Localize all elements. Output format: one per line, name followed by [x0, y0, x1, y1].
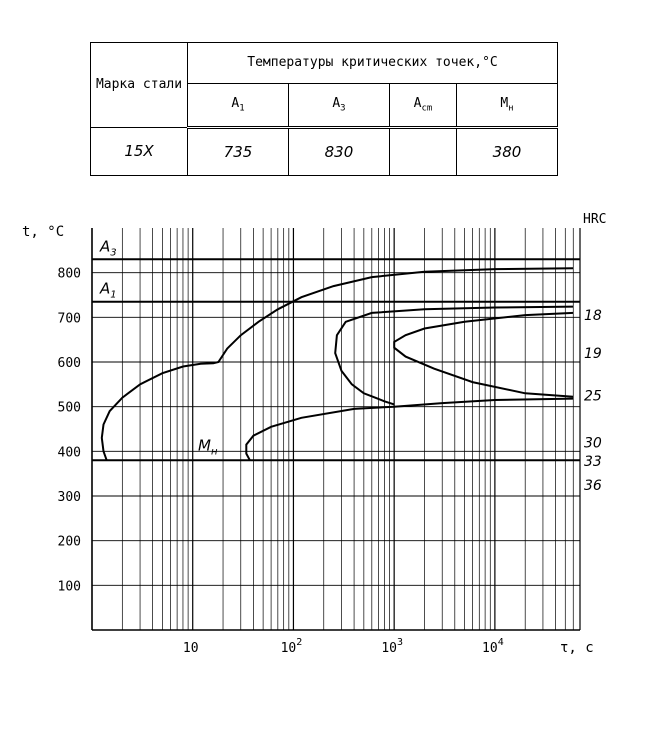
hardness-label: 18: [584, 308, 602, 325]
hardness-label: 30: [584, 435, 602, 452]
x-tick-label: 10: [182, 641, 199, 656]
critical-temperatures-title: Температуры критических точек,: [247, 55, 483, 71]
y-tick-label: 800: [57, 266, 81, 282]
hrc-label: HRC: [583, 212, 607, 227]
reference-line-label: $A_1$: [100, 279, 117, 301]
hardness-label: 33: [584, 454, 602, 471]
mn-value: 380: [456, 127, 557, 175]
y-tick-label: 400: [57, 445, 81, 461]
chart-axes: [92, 228, 580, 630]
curve-upper-start: [102, 268, 574, 460]
x-tick-exponent: 3: [396, 637, 404, 648]
reference-line-subscript: 1: [110, 289, 117, 301]
x-axis-label: τ, с: [560, 640, 594, 656]
curve-upper-finish-2: [394, 313, 573, 397]
y-axis-label: t, °C: [22, 224, 65, 240]
hardness-label: 36: [584, 477, 602, 494]
curve-upper-finish: [335, 307, 573, 405]
critical-temperatures-unit: °C: [482, 55, 498, 71]
x-tick-exponent: 2: [296, 637, 303, 648]
point-a3-header: $A_3$: [288, 83, 389, 127]
x-tick-label: $10^2$: [280, 637, 303, 656]
hardness-label: 19: [584, 346, 602, 363]
x-tick-exponent: 4: [497, 637, 504, 648]
x-tick-label: $10^4$: [482, 637, 504, 656]
x-tick-label: $10^3$: [381, 637, 404, 656]
point-acm-header: $A_{cm}$: [389, 83, 456, 127]
chart-grid: [92, 228, 580, 630]
reference-line-subscript: 3: [110, 247, 117, 259]
reference-line-label: $A_3$: [100, 237, 117, 259]
y-tick-label: 300: [57, 490, 81, 505]
transformation-curves: [102, 268, 574, 460]
a1-value: 735: [188, 127, 289, 175]
point-a1-header: $A_1$: [188, 83, 289, 127]
y-tick-label: 100: [57, 579, 81, 595]
a3-value: 830: [288, 127, 389, 175]
reference-line-subscript: н: [210, 446, 218, 458]
reference-lines: [92, 259, 580, 460]
hardness-label: 25: [584, 388, 602, 405]
reference-line-label: $M_н$: [198, 436, 218, 458]
y-tick-label: 500: [57, 400, 81, 416]
steel-grade-value: 15X: [91, 127, 188, 175]
y-tick-label: 600: [57, 356, 81, 371]
point-mn-header: $M_н$: [456, 83, 557, 127]
chart-labels: [22, 212, 606, 656]
y-tick-label: 700: [57, 311, 81, 327]
steel-grade-header: Марка стали: [91, 43, 188, 128]
y-tick-label: 200: [57, 534, 81, 550]
